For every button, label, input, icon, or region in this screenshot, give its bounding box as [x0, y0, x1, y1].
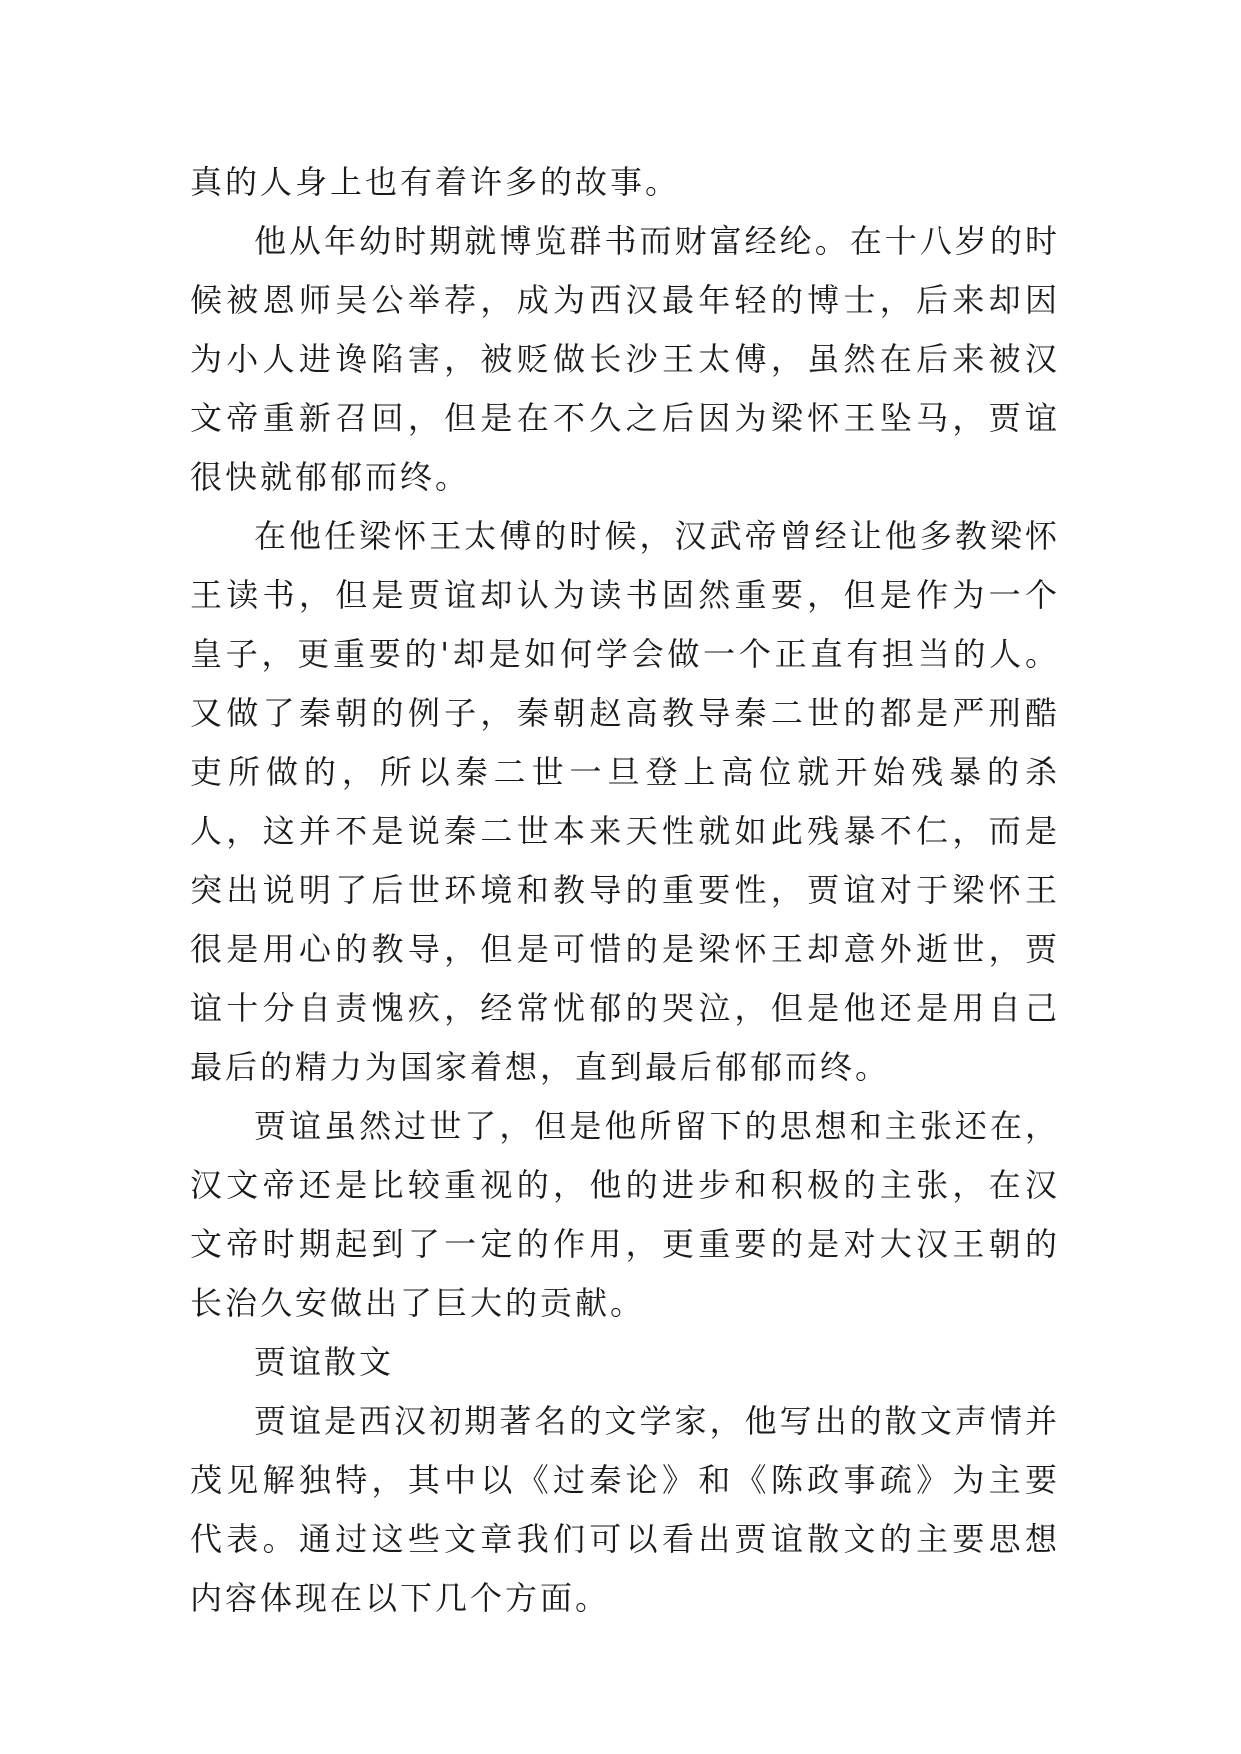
paragraph-youth-career: 他从年幼时期就博览群书而财富经纶。在十八岁的时候被恩师吴公举荐，成为西汉最年轻的博士，后来却因为小人进谗陷害，被贬做长沙王太傅，虽然在后来被汉文帝重新召回，但是在不久之后因为梁怀王坠马，贾谊很快就郁郁而终。	[190, 222, 1060, 496]
paragraph-tutor-liang-huai-wang: 在他任梁怀王太傅的时候，汉武帝曾经让他多教梁怀王读书，但是贾谊却认为读书固然重要，但是作为一个皇子，更重要的'却是如何学会做一个正直有担当的人。又做了秦朝的例子，秦朝赵高教导秦二世的都是严刑酷吏所做的，所以秦二世一旦登上高位就开始残暴的杀人，这并不是说秦二世本来天性就如此残暴不仁，而是突出说明了后世环境和教导的重要性，贾谊对于梁怀王很是用心的教导，但是可惜的是梁怀王却意外逝世，贾谊十分自责愧疚，经常忧郁的哭泣，但是他还是用自己最后的精力为国家着想，直到最后郁郁而终。	[190, 517, 1060, 1086]
section-heading-prose: 贾谊散文	[254, 1343, 395, 1381]
paragraph-prose-intro: 贾谊是西汉初期著名的文学家，他写出的散文声情并茂见解独特，其中以《过秦论》和《陈政事疏》为主要代表。通过这些文章我们可以看出贾谊散文的主要思想内容体现在以下几个方面。	[190, 1402, 1060, 1617]
body-text	[190, 153, 1060, 1628]
paragraph-continuation: 真的人身上也有着许多的故事。	[190, 163, 681, 201]
paragraph-legacy: 贾谊虽然过世了，但是他所留下的思想和主张还在，汉文帝还是比较重视的，他的进步和积极的主张，在汉文帝时期起到了一定的作用，更重要的是对大汉王朝的长治久安做出了巨大的贡献。	[190, 1107, 1060, 1322]
